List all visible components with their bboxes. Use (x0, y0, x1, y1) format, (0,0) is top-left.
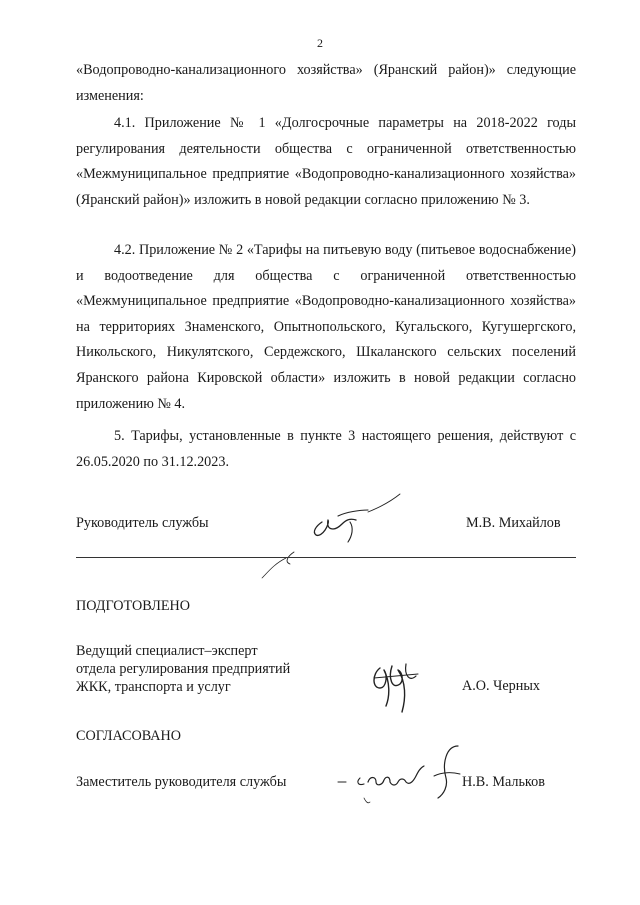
prepared-position-line: ЖКК, транспорта и услуг (76, 679, 231, 695)
paragraph-item-5: 5. Тарифы, установленные в пункте 3 настоящего решения, действуют с 26.05.2020 по 31.12.2023. (76, 428, 576, 470)
agreed-position: Заместитель руководителя службы (76, 774, 287, 790)
paragraph-continuation: «Водопроводно-канализационного хозяйства» (Яранский район)» следующие изменения: (76, 62, 576, 104)
paragraph-item-4-2: 4.2. Приложение № 2 «Тарифы на питьевую воду (питьевое водоснабжение) и водоотведение для общества с ограниченной ответственностью «Межмуниципальное предприятие «Водопроводно-канализационного хозяйства» на территориях Знаменского, Опытнопольского, Кугальского, Кугушергского, Никольского, Никулятского, Сердежского, Шкаланского сельских поселений Яранского района Кировской области» изложить в новой редакции согласно приложению № 4. (76, 242, 576, 412)
head-name: М.В. Михайлов (466, 515, 561, 531)
prepared-signature-icon (362, 648, 432, 728)
prepared-position-line: Ведущий специалист–эксперт (76, 643, 258, 659)
head-signature-icon (250, 480, 420, 590)
head-position: Руководитель службы (76, 515, 209, 531)
agreed-name: Н.В. Мальков (462, 774, 545, 790)
prepared-name: А.О. Черных (462, 678, 540, 694)
prepared-position (76, 642, 290, 696)
agreed-signature-icon (334, 738, 464, 818)
page-number: 2 (317, 36, 323, 50)
prepared-position-line: отдела регулирования предприятий (76, 661, 291, 677)
signature-rule (76, 557, 576, 558)
paragraph-item-4-1: 4.1. Приложение № 1 «Долгосрочные параметры на 2018-2022 годы регулирования деятельности общества с ограниченной ответственностью «Межмуниципальное предприятие «Водопроводно-канализационного хозяйства» (Яранский район)» изложить в новой редакции согласно приложению № 3. (76, 115, 576, 208)
prepared-heading: ПОДГОТОВЛЕНО (76, 598, 190, 614)
agreed-heading: СОГЛАСОВАНО (76, 728, 182, 744)
